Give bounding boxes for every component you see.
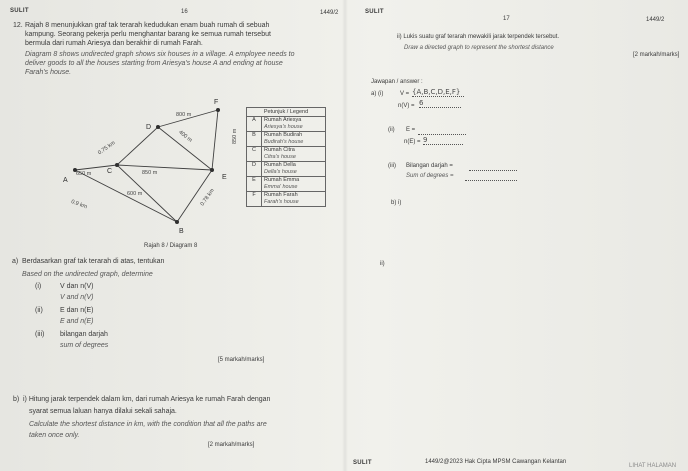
- degree-en: Sum of degrees =: [406, 173, 454, 179]
- legend-desc: [262, 176, 326, 191]
- footer-copyright: 1449/2@2023 Hak Cipta MPSM Cawangan Kelantan: [425, 459, 567, 465]
- e-label: E =: [406, 127, 416, 133]
- diagram-caption: Rajah 8 / Diagram 8: [144, 243, 198, 249]
- intro-en-1: Diagram 8 shows undirected graph shows six houses in a village. A employee needs to: [25, 51, 295, 58]
- node-f-dot: [216, 108, 220, 112]
- node-label-a: A: [63, 177, 68, 184]
- node-label-f: F: [214, 99, 219, 106]
- part-b-malay-1: i) Hitung jarak terpendek dalam km, dari rumah Ariesya ke rumah Farah dengan: [23, 396, 271, 403]
- legend-malay: Rumah Emma: [264, 177, 300, 183]
- part-a-en: Based on the undirected graph, determine: [22, 271, 153, 278]
- legend-row: [247, 146, 326, 161]
- node-label-e: E: [222, 174, 227, 181]
- legend-malay: Rumah Della: [264, 162, 296, 168]
- legend-key: A: [247, 116, 262, 131]
- degree-answer-blank[interactable]: [469, 162, 517, 171]
- page-number-right: 17: [503, 16, 510, 22]
- ne-label: n(E) =: [404, 139, 421, 145]
- legend-row: [247, 176, 326, 191]
- legend-desc: [262, 161, 326, 176]
- edge-label-d-c: 0.75 km: [97, 140, 117, 157]
- legend-key: B: [247, 131, 262, 146]
- v-answer[interactable]: {A,B,C,D,E,F}: [412, 88, 464, 97]
- edge-label-e-b: 0.78 km: [199, 187, 216, 208]
- edge-c-e: [117, 165, 212, 170]
- legend-en: Budirah's house: [264, 138, 304, 145]
- legend-desc: [262, 191, 326, 206]
- legend-row: [247, 131, 326, 146]
- right-instr-malay: ii) Lukis suatu graf terarah mewakili jarak terpendek tersebut.: [397, 34, 560, 40]
- part-b-label: b): [13, 396, 20, 403]
- legend-malay: Rumah Budirah: [264, 132, 303, 138]
- ne-answer[interactable]: 9: [423, 136, 463, 145]
- node-label-b: B: [179, 228, 184, 235]
- legend-desc: [262, 146, 326, 161]
- answer-a-ii-label: (ii): [388, 127, 395, 133]
- footer-next-page: LIHAT HALAMAN: [629, 463, 677, 469]
- legend-en: Emma' house: [264, 183, 298, 190]
- answer-b-i-label: b) i): [391, 200, 402, 206]
- answer-heading: Jawapan / answer :: [371, 79, 423, 85]
- footer-sulit: SULIT: [353, 460, 372, 466]
- part-b-en-1: Calculate the shortest distance in km, with the condition that all the paths are: [29, 421, 267, 428]
- header-code-right: 1449/2: [646, 17, 665, 23]
- node-b-dot: [175, 220, 179, 224]
- legend-desc: [262, 131, 326, 146]
- edge-label-d-e: 400 m: [177, 129, 193, 144]
- item-ii-en: E and n(E): [60, 318, 94, 325]
- header-code-mid: 1449/2: [320, 10, 339, 16]
- node-label-d: D: [146, 124, 152, 131]
- header-sulit-left: SULIT: [10, 8, 29, 14]
- legend-key: C: [247, 146, 262, 161]
- edge-label-d-f: 800 m: [176, 112, 192, 118]
- header-sulit-right: SULIT: [365, 9, 384, 15]
- item-iii-malay: bilangan darjah: [60, 331, 108, 338]
- legend-key: F: [247, 191, 262, 206]
- intro-en-2: deliver goods to all the houses starting from Ariesya's house A and ending at house: [25, 60, 283, 67]
- legend-malay: Rumah Citra: [264, 147, 295, 153]
- legend-key: D: [247, 161, 262, 176]
- item-i-num: (i): [35, 283, 42, 290]
- node-label-c: C: [107, 168, 113, 175]
- item-i-en: V and n(V): [60, 294, 94, 301]
- right-marks: [2 markah/marks]: [633, 52, 680, 58]
- legend-en: Della's house: [264, 168, 297, 175]
- legend-en: Ariesya's house: [264, 123, 303, 130]
- part-b-en-2: taken once only.: [29, 432, 80, 439]
- degree-en-answer-blank[interactable]: [465, 172, 517, 181]
- answer-a-i-label: a) (i): [371, 91, 384, 97]
- legend-row: [247, 191, 326, 206]
- legend-en: Citra's house: [264, 153, 296, 160]
- part-a-malay: Berdasarkan graf tak terarah di atas, tentukan: [22, 258, 165, 265]
- legend-title: Petunjuk / Legend: [247, 108, 326, 117]
- legend-malay: Rumah Farah: [264, 192, 298, 198]
- node-e-dot: [210, 168, 214, 172]
- part-a-label: a): [12, 258, 19, 265]
- node-c-dot: [115, 163, 119, 167]
- nv-answer[interactable]: 6: [419, 99, 461, 108]
- legend-header: [247, 108, 326, 117]
- intro-malay-3: bermula dari rumah Ariesya dan berakhir di rumah Farah.: [25, 40, 203, 47]
- legend-table: [246, 107, 326, 207]
- edge-label-c-e: 850 m: [142, 170, 158, 176]
- part-b-marks: [2 markah/marks]: [208, 442, 255, 448]
- part-a-marks: [5 markah/marks]: [218, 357, 265, 363]
- edge-a-b: [75, 170, 177, 222]
- degree-malay: Bilangan darjah =: [406, 163, 453, 169]
- legend-en: Farah's house: [264, 198, 299, 205]
- item-iii-num: (iii): [35, 331, 45, 338]
- intro-en-3: Farah's house.: [25, 69, 72, 76]
- legend-desc: [262, 116, 326, 131]
- edge-label-f-e: 850 m: [232, 128, 238, 144]
- edge-d-c: [117, 127, 158, 165]
- legend-malay: Rumah Ariesya: [264, 117, 302, 123]
- e-answer-blank[interactable]: [418, 126, 466, 135]
- legend-row: [247, 116, 326, 131]
- item-ii-num: (ii): [35, 307, 43, 314]
- legend-row: [247, 161, 326, 176]
- intro-malay-1: Rajah 8 menunjukkan graf tak terarah kedudukan enam buah rumah di sebuah: [25, 22, 270, 29]
- answer-b-ii-label: ii): [380, 261, 385, 267]
- right-instr-en: Draw a directed graph to represent the shortest distance: [404, 45, 554, 51]
- nv-label: n(V) =: [398, 103, 415, 109]
- intro-malay-2: kampung. Seorang pekerja perlu menghantar barang ke semua rumah tersebut: [25, 31, 271, 38]
- item-i-malay: V dan n(V): [60, 283, 94, 290]
- part-b-malay-2: syarat semua laluan hanya dilalui sekali sahaja.: [29, 408, 177, 415]
- edge-f-e: [212, 110, 218, 170]
- edge-label-c-b: 600 m: [127, 191, 143, 197]
- item-ii-malay: E dan n(E): [60, 307, 94, 314]
- item-iii-en: sum of degrees: [60, 342, 109, 349]
- question-number: 12.: [13, 22, 23, 29]
- answer-a-iii-label: (iii): [388, 163, 396, 169]
- v-label: V =: [400, 91, 410, 97]
- edge-label-a-c: 650 m: [76, 171, 92, 177]
- page-number-left: 16: [181, 9, 188, 15]
- legend-key: E: [247, 176, 262, 191]
- node-d-dot: [156, 125, 160, 129]
- edge-label-a-b: 0.9 km: [70, 199, 88, 211]
